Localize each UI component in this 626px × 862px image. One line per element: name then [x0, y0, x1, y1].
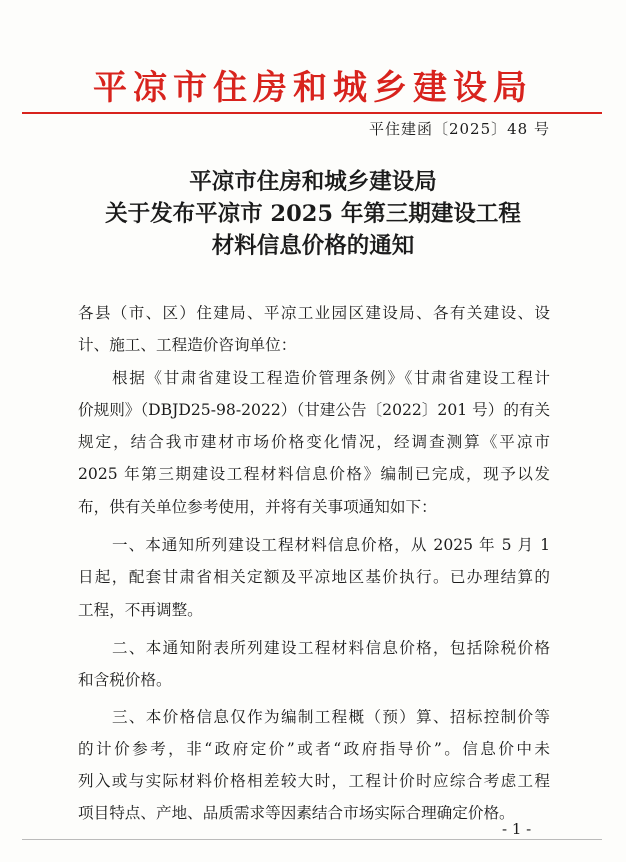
title-line-1: 平凉市住房和城乡建设局	[189, 169, 437, 195]
text-line: 规定，结合我市建材市场价格变化情况，经调查测算《平凉市	[78, 433, 550, 452]
paragraph-item-3	[78, 701, 550, 830]
letterhead-rule	[22, 112, 602, 114]
text-line: 根据《甘肃省建设工程造价管理条例》《甘肃省建设工程计	[112, 368, 550, 387]
text-line: 的计价参考，非“政府定价”或者“政府指导价”。信息价中未	[78, 739, 550, 758]
notice-body	[78, 297, 550, 830]
text-line: 工程，不再调整。	[78, 600, 203, 619]
text-line: 2025 年第三期建设工程材料信息价格》编制已完成，现予以发	[78, 465, 550, 484]
title-line-2: 关于发布平凉市 2025 年第三期建设工程	[105, 201, 521, 227]
text-line: 列入或与实际材料价格相差较大时，工程计价时应综合考虑工程	[78, 772, 550, 791]
text-line: 一、本通知所列建设工程材料信息价格，从 2025 年 5 月 1	[112, 536, 550, 555]
text-line: 二、本通知附表所列建设工程材料信息价格，包括除税价格	[112, 638, 550, 657]
document-number: 平住建函〔2025〕48 号	[368, 120, 550, 138]
notice-title	[0, 166, 626, 262]
text-line: 布，供有关单位参考使用，并将有关事项通知如下：	[78, 497, 437, 516]
paragraph-item-2	[78, 632, 550, 697]
text-line: 各县（市、区）住建局、平凉工业园区建设局、各有关建设、设	[78, 304, 550, 322]
text-line: 项目特点、产地、品质需求等因素结合市场实际合理确定价格。	[78, 804, 515, 823]
text-line: 三、本价格信息仅作为编制工程概（预）算、招标控制价等	[112, 707, 550, 726]
footer-rule	[22, 839, 602, 840]
letterhead: 平凉市住房和城乡建设局	[93, 68, 533, 108]
text-line: 价规则》（DBJD25-98-2022）（甘建公告〔2022〕201 号）的有关	[78, 400, 551, 419]
page-number: - 1 -	[502, 820, 532, 838]
paragraph-basis	[78, 362, 550, 523]
text-line: 日起，配套甘肃省相关定额及平凉地区基价执行。已办理结算的	[78, 568, 550, 587]
text-line: 和含税价格。	[78, 671, 172, 690]
paragraph-addressees	[78, 297, 550, 362]
text-line: 计、施工、工程造价咨询单位：	[78, 336, 297, 355]
paragraph-item-1	[78, 529, 550, 626]
title-line-3: 材料信息价格的通知	[211, 233, 415, 259]
